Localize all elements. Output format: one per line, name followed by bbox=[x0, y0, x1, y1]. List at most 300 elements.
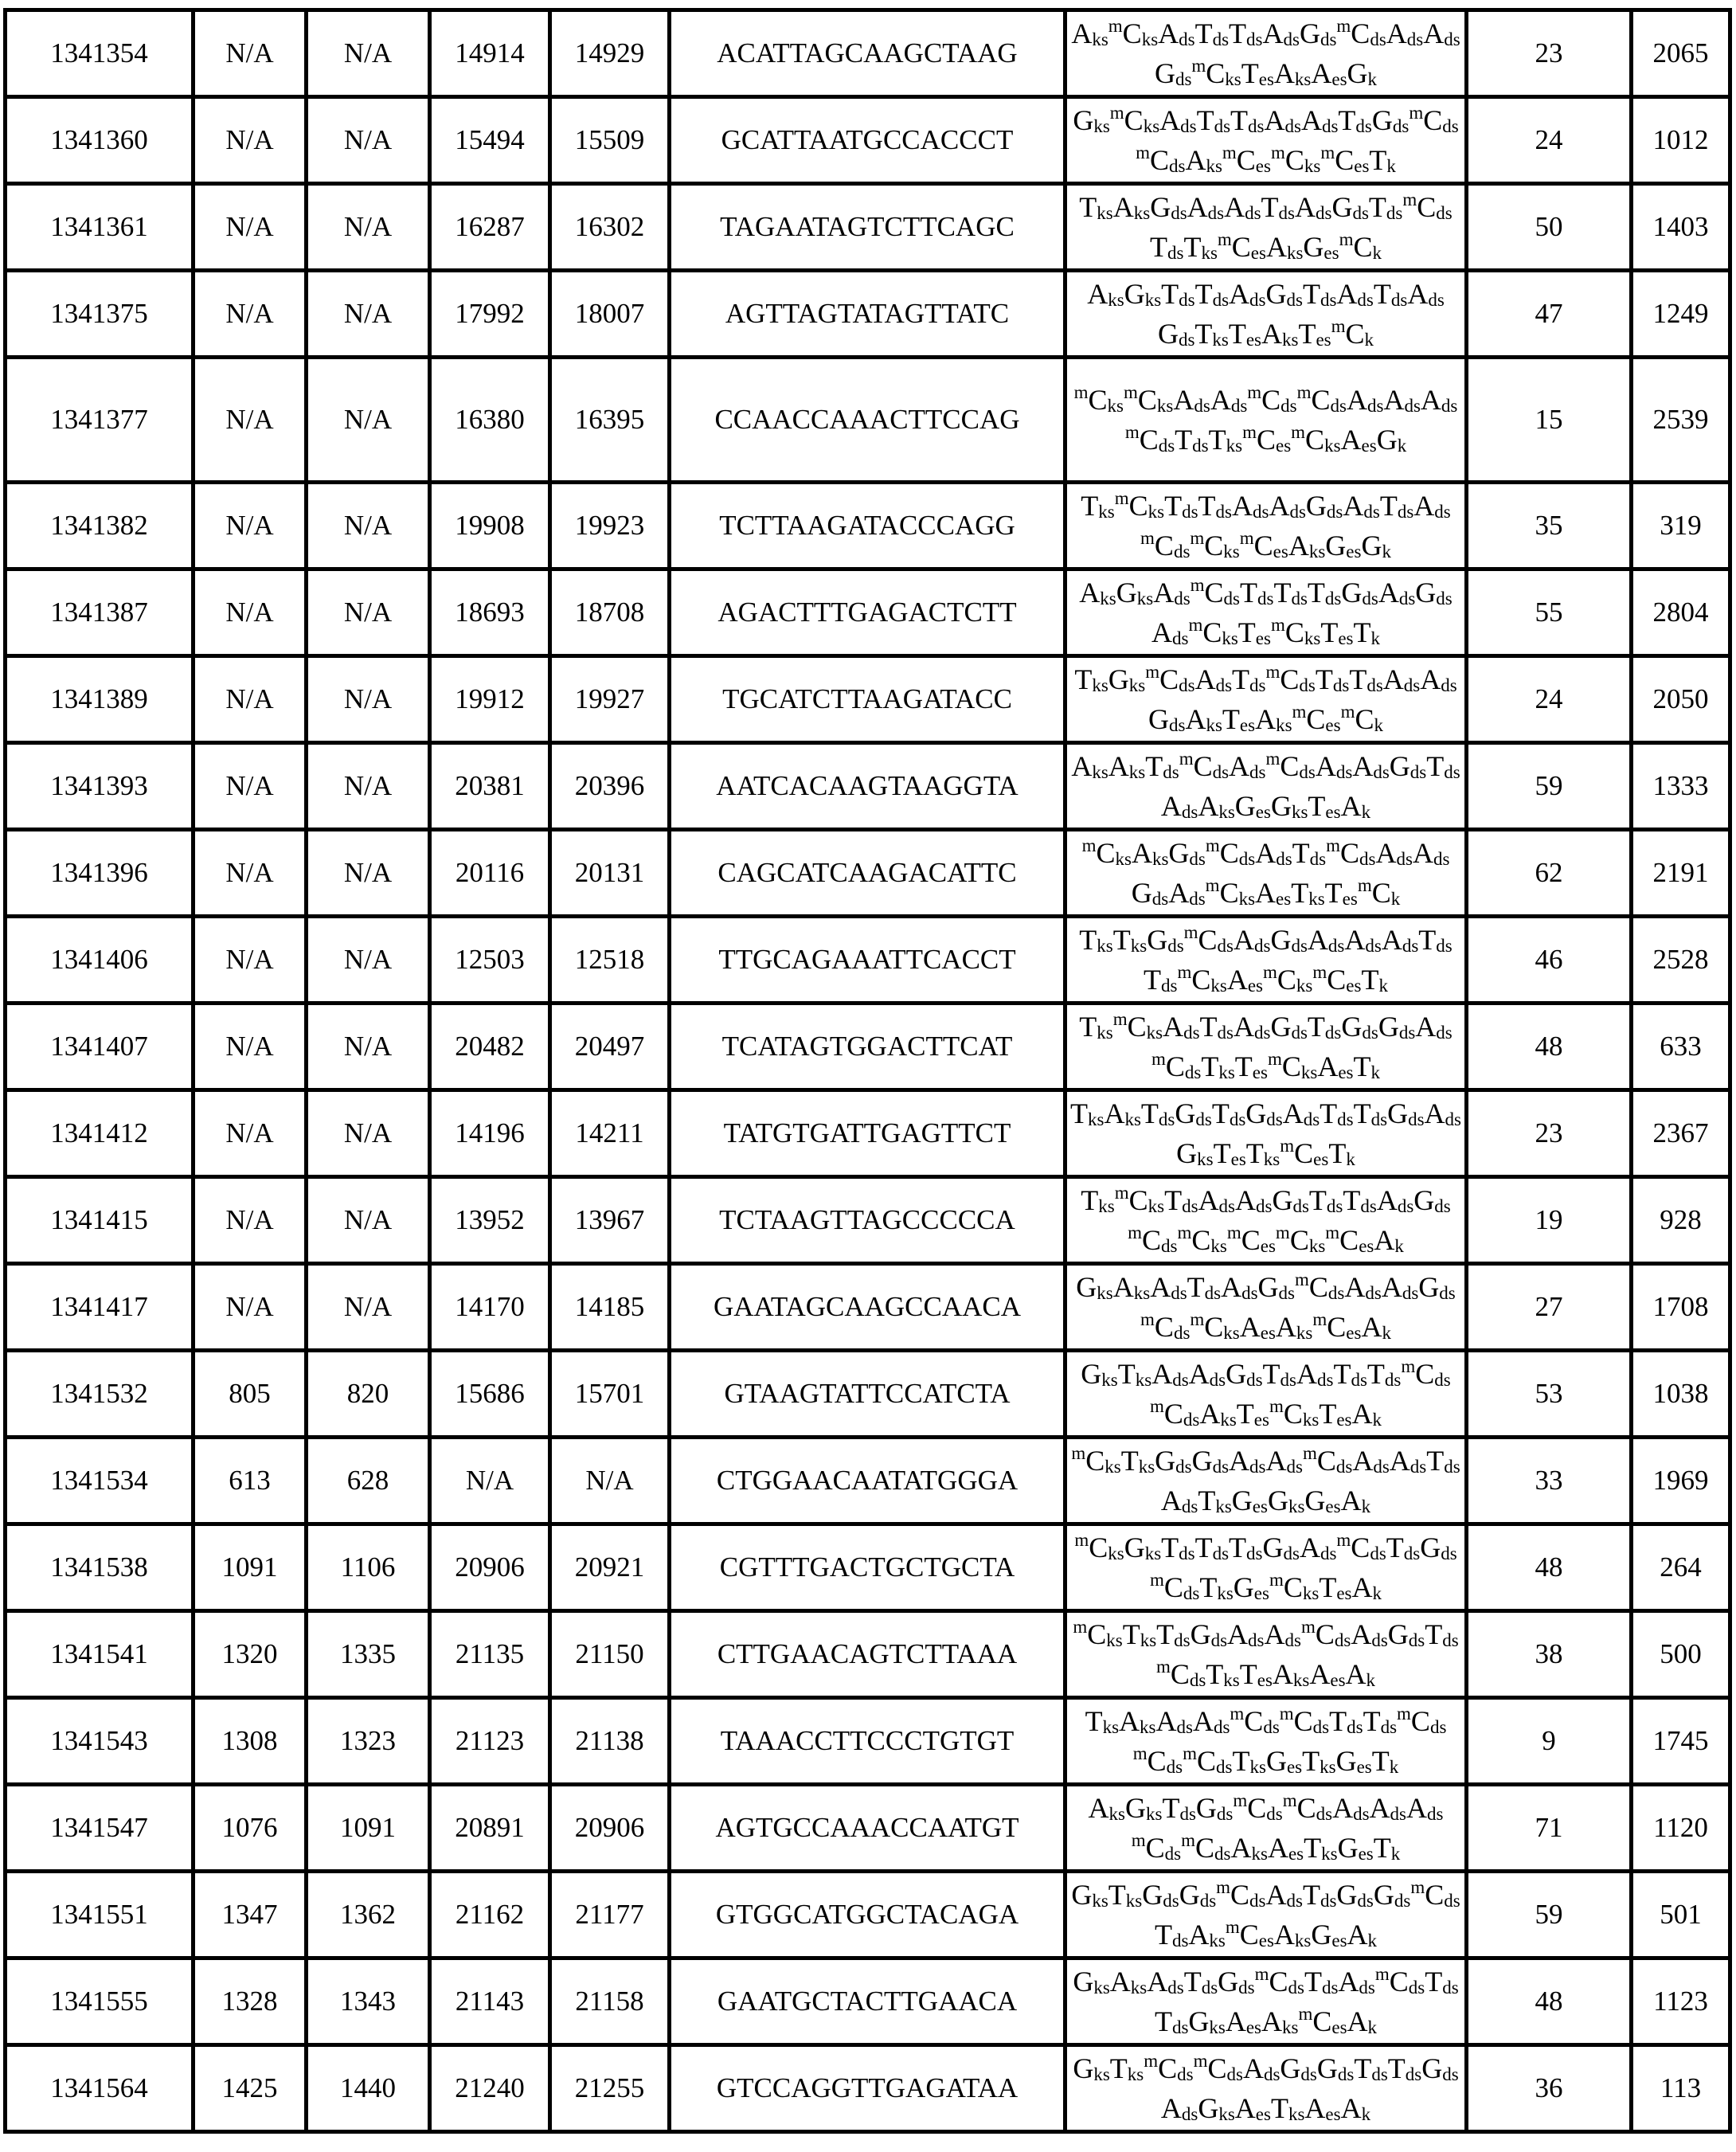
stop-site-2-cell: 20396 bbox=[550, 743, 670, 830]
value-2-cell: 1249 bbox=[1632, 271, 1730, 358]
nucleotide-token: Aks bbox=[1089, 1792, 1125, 1824]
nucleotide-token: mCks bbox=[1206, 877, 1255, 909]
stop-site-1-cell: 1440 bbox=[307, 2045, 430, 2132]
nucleotide-token: Ads bbox=[1163, 1011, 1199, 1043]
nucleotide-token: Aks bbox=[1079, 577, 1116, 608]
value-2-cell: 1012 bbox=[1632, 97, 1730, 184]
nucleotide-token: mCks bbox=[1073, 1618, 1122, 1650]
nucleotide-token: mCks bbox=[1074, 384, 1124, 416]
nucleotide-token: Ads bbox=[1425, 1098, 1461, 1129]
value-1-cell: 48 bbox=[1467, 1004, 1632, 1090]
chemistry-notation-cell bbox=[1065, 2045, 1467, 2132]
nucleotide-token: Tds bbox=[1308, 1011, 1341, 1043]
nucleotide-token: mCds bbox=[1233, 1792, 1282, 1824]
stop-site-1-cell: N/A bbox=[307, 1177, 430, 1264]
nucleotide-token: Aks bbox=[1276, 1311, 1312, 1343]
nucleotide-token: mCds bbox=[1230, 1705, 1279, 1737]
nucleotide-token: Tks bbox=[1194, 318, 1228, 350]
nucleotide-token: mCk bbox=[1358, 877, 1400, 909]
nucleotide-token: Gks bbox=[1188, 2005, 1225, 2037]
start-site-1-cell: N/A bbox=[194, 1264, 307, 1351]
chemistry-notation-cell bbox=[1065, 1785, 1467, 1872]
value-2-cell: 1123 bbox=[1632, 1958, 1730, 2045]
sequence-cell: TATGTGATTGAGTTCT bbox=[670, 1090, 1065, 1177]
nucleotide-token: mCds bbox=[1136, 144, 1185, 176]
nucleotide-token: Ges bbox=[1235, 790, 1271, 822]
nucleotide-token: Gds bbox=[1372, 104, 1409, 136]
nucleotide-token: mCks bbox=[1276, 1224, 1325, 1256]
table-row bbox=[6, 1524, 1730, 1611]
start-site-1-cell: 1076 bbox=[194, 1785, 307, 1872]
nucleotide-token: mCds bbox=[1145, 663, 1194, 695]
nucleotide-token: mCds bbox=[1181, 1832, 1230, 1864]
nucleotide-token: Ads bbox=[1161, 790, 1198, 822]
nucleotide-token: Ges bbox=[1303, 231, 1339, 263]
nucleotide-token: Gds bbox=[1142, 1879, 1179, 1911]
table-row bbox=[6, 1351, 1730, 1438]
nucleotide-token: Tds bbox=[1164, 490, 1198, 522]
nucleotide-token: mCds bbox=[1336, 1532, 1386, 1563]
stop-site-1-cell: 628 bbox=[307, 1438, 430, 1524]
nucleotide-token: Ads bbox=[1168, 877, 1205, 909]
chemistry-notation-cell bbox=[1065, 1090, 1467, 1177]
nucleotide-token: mCds bbox=[1303, 1445, 1352, 1477]
nucleotide-token: Tks bbox=[1271, 2092, 1304, 2124]
nucleotide-token: Gds bbox=[1336, 1879, 1373, 1911]
nucleotide-token: Ads bbox=[1386, 18, 1423, 49]
stop-site-2-cell: 19923 bbox=[550, 483, 670, 569]
nucleotide-token: Ads bbox=[1221, 1271, 1257, 1303]
nucleotide-token: Aks bbox=[1261, 318, 1298, 350]
nucleotide-token: Tes bbox=[1214, 1137, 1246, 1169]
nucleotide-token: Tds bbox=[1338, 104, 1371, 136]
start-site-2-cell: 13952 bbox=[430, 1177, 550, 1264]
nucleotide-token: Ak bbox=[1374, 1224, 1404, 1256]
nucleotide-token: Ads bbox=[1382, 924, 1418, 956]
chemistry-notation-cell bbox=[1065, 917, 1467, 1004]
stop-site-1-cell: N/A bbox=[307, 569, 430, 656]
nucleotide-token: mCds bbox=[1326, 837, 1375, 869]
nucleotide-token: mCds bbox=[1140, 1311, 1190, 1343]
nucleotide-token: mCds bbox=[1206, 837, 1255, 869]
start-site-2-cell: 17992 bbox=[430, 271, 550, 358]
stop-site-2-cell: 19927 bbox=[550, 656, 670, 743]
nucleotide-token: Tds bbox=[1333, 1358, 1367, 1390]
stop-site-2-cell: 20906 bbox=[550, 1785, 670, 1872]
start-site-2-cell: 21123 bbox=[430, 1698, 550, 1785]
value-2-cell: 1708 bbox=[1632, 1264, 1730, 1351]
value-1-cell: 23 bbox=[1467, 10, 1632, 97]
nucleotide-token: Tks bbox=[1123, 1618, 1156, 1650]
nucleotide-token: Ads bbox=[1263, 18, 1300, 49]
nucleotide-token: Tds bbox=[1145, 750, 1179, 782]
nucleotide-token: Gds bbox=[1280, 2052, 1316, 2084]
nucleotide-token: Gds bbox=[1148, 703, 1185, 735]
nucleotide-token: Tks bbox=[1079, 924, 1112, 956]
nucleotide-token: mCks bbox=[1271, 616, 1320, 648]
nucleotide-token: Gds bbox=[1150, 191, 1187, 223]
nucleotide-token: mCks bbox=[1291, 424, 1340, 456]
stop-site-1-cell: 1335 bbox=[307, 1611, 430, 1698]
nucleotide-token: mCes bbox=[1242, 424, 1291, 456]
compound-id-cell: 1341555 bbox=[6, 1958, 194, 2045]
nucleotide-token: mCks bbox=[1115, 490, 1164, 522]
nucleotide-token: Tds bbox=[1229, 1532, 1262, 1563]
nucleotide-token: Aks bbox=[1113, 1271, 1150, 1303]
nucleotide-token: Ads bbox=[1423, 18, 1460, 49]
nucleotide-token: Tds bbox=[1349, 663, 1382, 695]
nucleotide-token: Tds bbox=[1367, 1358, 1401, 1390]
nucleotide-token: Ges bbox=[1311, 1919, 1347, 1950]
table-body bbox=[6, 10, 1730, 2132]
value-2-cell: 2804 bbox=[1632, 569, 1730, 656]
compound-id-cell: 1341541 bbox=[6, 1611, 194, 1698]
value-2-cell: 2367 bbox=[1632, 1090, 1730, 1177]
chemistry-notation-cell bbox=[1065, 97, 1467, 184]
nucleotide-token: Ads bbox=[1390, 1445, 1426, 1477]
value-2-cell: 1038 bbox=[1632, 1351, 1730, 1438]
nucleotide-token: Ads bbox=[1421, 384, 1457, 416]
start-site-1-cell: N/A bbox=[194, 483, 307, 569]
nucleotide-token: mCes bbox=[1292, 703, 1341, 735]
nucleotide-token: Tds bbox=[1369, 191, 1402, 223]
nucleotide-token: Aks bbox=[1113, 191, 1150, 223]
oligonucleotide-table bbox=[3, 8, 1732, 2134]
nucleotide-token: Gds bbox=[1387, 1098, 1424, 1129]
nucleotide-token: mCks bbox=[1115, 1184, 1164, 1216]
nucleotide-token: mCds bbox=[1295, 1271, 1344, 1303]
nucleotide-token: Tds bbox=[1197, 104, 1230, 136]
start-site-1-cell: N/A bbox=[194, 830, 307, 917]
table-row bbox=[6, 483, 1730, 569]
nucleotide-token: Tds bbox=[1175, 424, 1208, 456]
nucleotide-token: Gds bbox=[1179, 1879, 1216, 1911]
stop-site-1-cell: N/A bbox=[307, 483, 430, 569]
nucleotide-token: Ges bbox=[1338, 1832, 1374, 1864]
chemistry-notation-cell bbox=[1065, 569, 1467, 656]
nucleotide-token: Gk bbox=[1377, 424, 1407, 456]
nucleotide-token: Gds bbox=[1175, 1098, 1211, 1129]
value-1-cell: 47 bbox=[1467, 271, 1632, 358]
sequence-cell: AGACTTTGAGACTCTT bbox=[670, 569, 1065, 656]
nucleotide-token: Gks bbox=[1073, 104, 1109, 136]
nucleotide-token: Ads bbox=[1344, 1271, 1381, 1303]
stop-site-1-cell: N/A bbox=[307, 358, 430, 483]
nucleotide-token: Ads bbox=[1413, 490, 1450, 522]
nucleotide-token: Tks bbox=[1291, 877, 1324, 909]
nucleotide-token: Tks bbox=[1110, 2052, 1144, 2084]
sequence-cell: TTGCAGAAATTCACCT bbox=[670, 917, 1065, 1004]
value-1-cell: 55 bbox=[1467, 569, 1632, 656]
stop-site-2-cell: 21150 bbox=[550, 1611, 670, 1698]
sequence-cell: TGCATCTTAAGATACC bbox=[670, 656, 1065, 743]
value-1-cell: 48 bbox=[1467, 1524, 1632, 1611]
nucleotide-token: mCds bbox=[1133, 1745, 1183, 1777]
stop-site-1-cell: N/A bbox=[307, 743, 430, 830]
stop-site-1-cell: 820 bbox=[307, 1351, 430, 1438]
nucleotide-token: Aks bbox=[1199, 1398, 1236, 1430]
start-site-1-cell: N/A bbox=[194, 97, 307, 184]
table-row bbox=[6, 1958, 1730, 2045]
nucleotide-token: Ads bbox=[1266, 1445, 1303, 1477]
nucleotide-token: Ak bbox=[1361, 1311, 1391, 1343]
nucleotide-token: Tds bbox=[1388, 2052, 1421, 2084]
nucleotide-token: Tks bbox=[1118, 1358, 1151, 1390]
nucleotide-token: Gds bbox=[1155, 57, 1191, 89]
nucleotide-token: Ads bbox=[1156, 1705, 1193, 1737]
stop-site-2-cell: 20131 bbox=[550, 830, 670, 917]
nucleotide-token: Aks bbox=[1132, 837, 1168, 869]
stop-site-2-cell: 14929 bbox=[550, 10, 670, 97]
nucleotide-token: Ak bbox=[1341, 1485, 1371, 1516]
nucleotide-token: Aks bbox=[1266, 231, 1303, 263]
value-2-cell: 1333 bbox=[1632, 743, 1730, 830]
nucleotide-token: mCks bbox=[1110, 104, 1159, 136]
nucleotide-token: Tds bbox=[1343, 1184, 1376, 1216]
value-1-cell: 59 bbox=[1467, 743, 1632, 830]
nucleotide-token: Aks bbox=[1288, 530, 1325, 561]
nucleotide-token: Tds bbox=[1263, 1358, 1296, 1390]
nucleotide-token: Aks bbox=[1198, 790, 1234, 822]
table-row bbox=[6, 1177, 1730, 1264]
sequence-cell: TAGAATAGTCTTCAGC bbox=[670, 184, 1065, 271]
nucleotide-token: Tks bbox=[1232, 1745, 1265, 1777]
nucleotide-token: mCds bbox=[1266, 663, 1316, 695]
nucleotide-token: mCds bbox=[1179, 750, 1229, 782]
value-1-cell: 27 bbox=[1467, 1264, 1632, 1351]
compound-id-cell: 1341547 bbox=[6, 1785, 194, 1872]
nucleotide-token: Gds bbox=[1132, 877, 1168, 909]
nucleotide-token: Aks bbox=[1261, 2005, 1298, 2037]
compound-id-cell: 1341412 bbox=[6, 1090, 194, 1177]
nucleotide-token: Aes bbox=[1227, 964, 1263, 996]
nucleotide-token: Aks bbox=[1087, 278, 1124, 310]
nucleotide-token: Tes bbox=[1238, 616, 1271, 648]
chemistry-notation-cell bbox=[1065, 1351, 1467, 1438]
value-1-cell: 53 bbox=[1467, 1351, 1632, 1438]
nucleotide-token: mCks bbox=[1263, 964, 1312, 996]
nucleotide-token: mCes bbox=[1280, 1137, 1328, 1169]
nucleotide-token: Ads bbox=[1296, 1358, 1333, 1390]
compound-id-cell: 1341375 bbox=[6, 271, 194, 358]
nucleotide-token: Gk bbox=[1347, 57, 1378, 89]
stop-site-1-cell: 1323 bbox=[307, 1698, 430, 1785]
nucleotide-token: Gds bbox=[1341, 577, 1378, 608]
nucleotide-token: Ads bbox=[1234, 924, 1270, 956]
value-2-cell: 2065 bbox=[1632, 10, 1730, 97]
nucleotide-token: mCks bbox=[1190, 1311, 1239, 1343]
nucleotide-token: mCks bbox=[1190, 530, 1239, 561]
stop-site-2-cell: 16395 bbox=[550, 358, 670, 483]
start-site-2-cell: 14196 bbox=[430, 1090, 550, 1177]
start-site-2-cell: 14914 bbox=[430, 10, 550, 97]
chemistry-notation-cell bbox=[1065, 1177, 1467, 1264]
nucleotide-token: Tes bbox=[1319, 1398, 1351, 1430]
chemistry-notation-cell bbox=[1065, 483, 1467, 569]
compound-id-cell: 1341389 bbox=[6, 656, 194, 743]
nucleotide-token: Tks bbox=[1070, 1098, 1104, 1129]
nucleotide-token: Tds bbox=[1164, 1184, 1198, 1216]
sequence-cell: GTCCAGGTTGAGATAA bbox=[670, 2045, 1065, 2132]
nucleotide-token: Tks bbox=[1079, 191, 1112, 223]
stop-site-2-cell: 18007 bbox=[550, 271, 670, 358]
nucleotide-token: mCds bbox=[1128, 1224, 1177, 1256]
nucleotide-token: Tds bbox=[1195, 278, 1229, 310]
nucleotide-token: Tes bbox=[1241, 57, 1274, 89]
nucleotide-token: Gds bbox=[1226, 1358, 1262, 1390]
nucleotide-token: Ads bbox=[1234, 1011, 1270, 1043]
nucleotide-token: Ak bbox=[1346, 1658, 1376, 1690]
nucleotide-token: Tks bbox=[1246, 1137, 1280, 1169]
nucleotide-token: Ads bbox=[1415, 1011, 1452, 1043]
stop-site-1-cell: 1091 bbox=[307, 1785, 430, 1872]
compound-id-cell: 1341396 bbox=[6, 830, 194, 917]
nucleotide-token: mCk bbox=[1339, 231, 1382, 263]
nucleotide-token: Gks bbox=[1116, 577, 1153, 608]
nucleotide-token: mCes bbox=[1312, 964, 1361, 996]
stop-site-1-cell: N/A bbox=[307, 656, 430, 743]
nucleotide-token: mCks bbox=[1269, 1571, 1319, 1603]
nucleotide-token: mCds bbox=[1150, 1398, 1199, 1430]
nucleotide-token: Gks bbox=[1081, 1358, 1117, 1390]
stop-site-2-cell: 13967 bbox=[550, 1177, 670, 1264]
nucleotide-token: Ads bbox=[1406, 1792, 1443, 1824]
nucleotide-token: Tds bbox=[1162, 1792, 1195, 1824]
sequence-cell: GTAAGTATTCCATCTA bbox=[670, 1351, 1065, 1438]
stop-site-1-cell: N/A bbox=[307, 1264, 430, 1351]
nucleotide-token: Aes bbox=[1255, 877, 1291, 909]
nucleotide-token: mCes bbox=[1312, 1311, 1361, 1343]
value-1-cell: 23 bbox=[1467, 1090, 1632, 1177]
nucleotide-token: mCds bbox=[1183, 1745, 1232, 1777]
compound-id-cell: 1341382 bbox=[6, 483, 194, 569]
nucleotide-token: Tds bbox=[1316, 663, 1349, 695]
nucleotide-token: Tds bbox=[1141, 1098, 1175, 1129]
start-site-2-cell: 15494 bbox=[430, 97, 550, 184]
chemistry-notation-cell bbox=[1065, 1698, 1467, 1785]
nucleotide-token: mCks bbox=[1268, 1051, 1317, 1082]
nucleotide-token: mCks bbox=[1177, 964, 1226, 996]
nucleotide-token: Tds bbox=[1308, 577, 1341, 608]
stop-site-2-cell: 15701 bbox=[550, 1351, 670, 1438]
nucleotide-token: mCes bbox=[1218, 231, 1266, 263]
chemistry-notation-cell bbox=[1065, 830, 1467, 917]
value-1-cell: 33 bbox=[1467, 1438, 1632, 1524]
nucleotide-token: Aks bbox=[1119, 1705, 1155, 1737]
table-row bbox=[6, 917, 1730, 1004]
nucleotide-token: Ads bbox=[1295, 191, 1331, 223]
nucleotide-token: Tds bbox=[1261, 191, 1295, 223]
nucleotide-token: Tks bbox=[1121, 1445, 1155, 1477]
nucleotide-token: Tds bbox=[1386, 1532, 1420, 1563]
stop-site-2-cell: 14185 bbox=[550, 1264, 670, 1351]
nucleotide-token: mCds bbox=[1401, 1358, 1450, 1390]
nucleotide-token: mCk bbox=[1331, 318, 1374, 350]
nucleotide-token: mCds bbox=[1191, 577, 1240, 608]
nucleotide-token: Tds bbox=[1240, 577, 1273, 608]
nucleotide-token: Ges bbox=[1234, 1571, 1269, 1603]
nucleotide-token: Gds bbox=[1270, 924, 1307, 956]
table-row bbox=[6, 184, 1730, 271]
start-site-2-cell: 21240 bbox=[430, 2045, 550, 2132]
nucleotide-token: Gds bbox=[1306, 490, 1343, 522]
value-2-cell: 2191 bbox=[1632, 830, 1730, 917]
nucleotide-token: Aks bbox=[1230, 1832, 1267, 1864]
nucleotide-token: Tk bbox=[1369, 144, 1396, 176]
nucleotide-token: mCks bbox=[1074, 1532, 1124, 1563]
compound-id-cell: 1341415 bbox=[6, 1177, 194, 1264]
nucleotide-token: Aes bbox=[1240, 1311, 1276, 1343]
sequence-cell: GCATTAATGCCACCCT bbox=[670, 97, 1065, 184]
nucleotide-token: mCks bbox=[1113, 1011, 1163, 1043]
value-1-cell: 50 bbox=[1467, 184, 1632, 271]
start-site-1-cell: N/A bbox=[194, 184, 307, 271]
nucleotide-token: Ak bbox=[1352, 1571, 1382, 1603]
compound-id-cell: 1341393 bbox=[6, 743, 194, 830]
start-site-1-cell: N/A bbox=[194, 358, 307, 483]
nucleotide-token: Ads bbox=[1377, 1184, 1413, 1216]
chemistry-notation-cell bbox=[1065, 743, 1467, 830]
nucleotide-token: Gds bbox=[1415, 577, 1452, 608]
nucleotide-token: Tds bbox=[1229, 18, 1262, 49]
nucleotide-token: Ads bbox=[1265, 104, 1301, 136]
nucleotide-token: Aes bbox=[1311, 57, 1347, 89]
nucleotide-token: mCes bbox=[1240, 530, 1288, 561]
nucleotide-token: Gks bbox=[1176, 1137, 1213, 1169]
nucleotide-token: Tks bbox=[1198, 1485, 1231, 1516]
table-row bbox=[6, 1264, 1730, 1351]
stop-site-2-cell: N/A bbox=[550, 1438, 670, 1524]
nucleotide-token: Gds bbox=[1390, 750, 1426, 782]
nucleotide-token: Ak bbox=[1347, 2005, 1378, 2037]
start-site-1-cell: N/A bbox=[194, 1090, 307, 1177]
value-1-cell: 9 bbox=[1467, 1698, 1632, 1785]
nucleotide-token: Gds bbox=[1245, 1098, 1282, 1129]
nucleotide-token: Ads bbox=[1269, 490, 1305, 522]
sequence-cell: CGTTTGACTGCTGCTA bbox=[670, 1524, 1065, 1611]
start-site-1-cell: N/A bbox=[194, 656, 307, 743]
nucleotide-token: Aks bbox=[1274, 1919, 1311, 1950]
sequence-cell: CTTGAACAGTCTTAAA bbox=[670, 1611, 1065, 1698]
nucleotide-token: mCks bbox=[1177, 1224, 1226, 1256]
value-1-cell: 62 bbox=[1467, 830, 1632, 917]
nucleotide-token: Aes bbox=[1317, 1051, 1353, 1082]
value-2-cell: 500 bbox=[1632, 1611, 1730, 1698]
nucleotide-token: Ads bbox=[1158, 18, 1194, 49]
nucleotide-token: Tk bbox=[1328, 1137, 1355, 1169]
nucleotide-token: Gk bbox=[1361, 530, 1391, 561]
nucleotide-token: Gds bbox=[1420, 1532, 1456, 1563]
stop-site-1-cell: N/A bbox=[307, 97, 430, 184]
table-row bbox=[6, 97, 1730, 184]
nucleotide-token: Gks bbox=[1124, 1532, 1161, 1563]
nucleotide-token: Gks bbox=[1073, 2052, 1109, 2084]
table-row bbox=[6, 1090, 1730, 1177]
nucleotide-token: Ads bbox=[1407, 278, 1444, 310]
nucleotide-token: Tes bbox=[1298, 318, 1331, 350]
start-site-2-cell: 14170 bbox=[430, 1264, 550, 1351]
nucleotide-token: Tds bbox=[1418, 924, 1452, 956]
sequence-cell: GTGGCATGGCTACAGA bbox=[670, 1872, 1065, 1958]
nucleotide-token: Tds bbox=[1184, 1966, 1218, 1997]
value-1-cell: 36 bbox=[1467, 2045, 1632, 2132]
compound-id-cell: 1341564 bbox=[6, 2045, 194, 2132]
nucleotide-token: mCks bbox=[1108, 18, 1158, 49]
nucleotide-token: Tks bbox=[1081, 490, 1114, 522]
nucleotide-token: Ads bbox=[1266, 1879, 1303, 1911]
nucleotide-token: Tds bbox=[1292, 837, 1326, 869]
nucleotide-token: Tds bbox=[1374, 278, 1407, 310]
